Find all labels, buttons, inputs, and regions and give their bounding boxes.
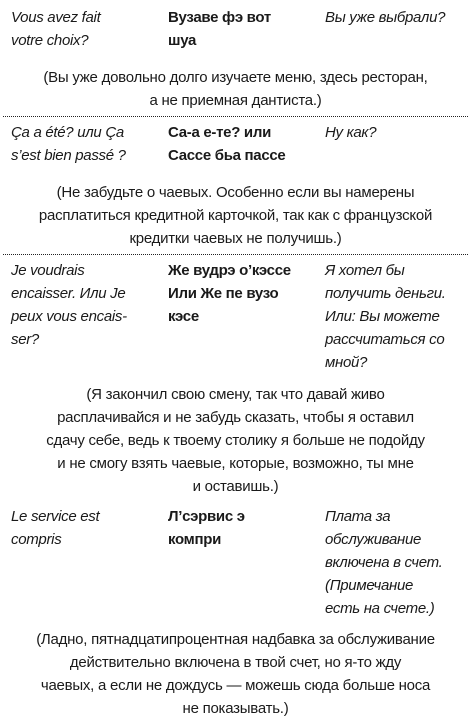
russian-translation: Вы уже выбрали? bbox=[325, 9, 446, 26]
phrase-note-3: (Я закончил свою смену, так что давай живо расплачивайся и не забудь сказать, чтобы я оставил сдачу себе, ведь к твоему столику я больше не подойду и не смогу взять чаевые, которые, возможно, ты мне и оставишь.) bbox=[46, 386, 425, 495]
russian-translation: Плата за обслуживание включена в счет. (Примечание есть на счете.) bbox=[325, 508, 443, 617]
transcription: Же вудрэ о’кэссе Или Же пе вузо кэсе bbox=[168, 262, 291, 325]
phrase-note-4: (Ладно, пятнадцатипроцентная надбавка за обслуживание действительно включена в твой счет, но я-то жду чаевых, а если не дождусь — можешь сюда больше носа не показывать.) bbox=[36, 631, 435, 717]
french-phrase: Vous avez fait votre choix? bbox=[11, 9, 101, 49]
phrase-note-1: (Вы уже довольно долго изучаете меню, здесь ресторан, а не приемная дантиста.) bbox=[43, 69, 428, 109]
russian-translation: Я хотел бы получить деньги. Или: Вы можете рассчитаться со мной? bbox=[325, 262, 446, 371]
transcription: Л’сэрвис э компри bbox=[168, 508, 245, 548]
transcription: Са-а е-те? или Сассе бьа пассе bbox=[168, 124, 286, 164]
dotted-divider bbox=[3, 254, 468, 255]
dotted-divider bbox=[3, 116, 468, 117]
french-phrase: Je voudrais encaisser. Или Je peux vous encais- ser? bbox=[11, 262, 127, 348]
transcription: Вузаве фэ вот шуа bbox=[168, 9, 271, 49]
french-phrase: Le service est compris bbox=[11, 508, 100, 548]
russian-translation: Ну как? bbox=[325, 124, 377, 141]
phrase-note-2: (Не забудьте о чаевых. Особенно если вы намерены расплатиться кредитной карточкой, так как с французской кредитки чаевых не получишь.) bbox=[38, 184, 433, 247]
french-phrase: Ça a été? или Ça s’est bien passé ? bbox=[11, 124, 126, 164]
